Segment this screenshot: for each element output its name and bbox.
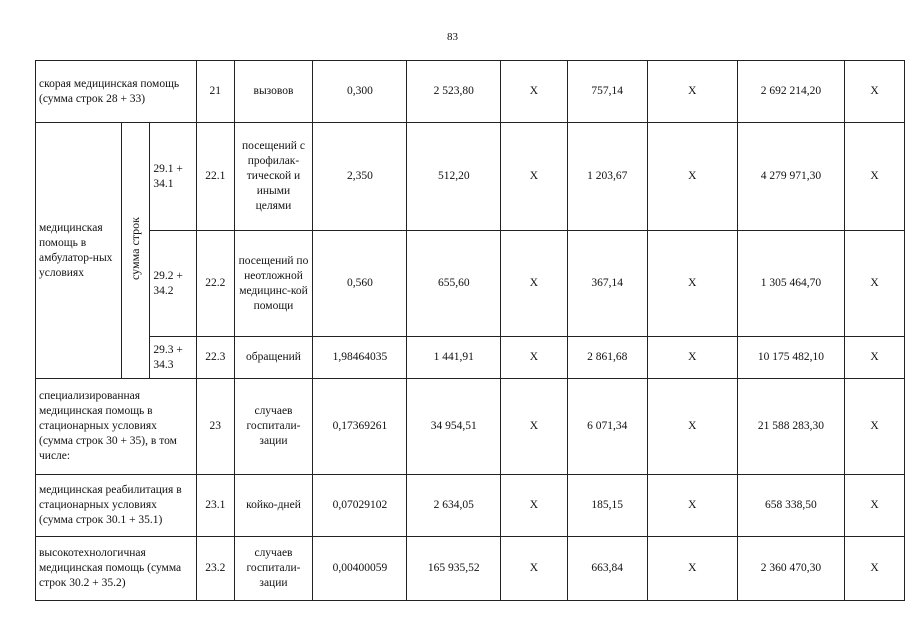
cell-value: X (845, 61, 905, 123)
row-name: специализированная медицинская помощь в стационарных условиях (сумма строк 30 + 35), в том числе: (36, 379, 197, 475)
cell-value: 0,07029102 (313, 475, 407, 537)
cell-value: X (501, 231, 568, 337)
cell-value: X (647, 337, 737, 379)
cell-value: 2 360 470,30 (737, 537, 844, 601)
cell-value: 1 203,67 (567, 123, 647, 231)
cell-value: 1 305 464,70 (737, 231, 844, 337)
row-unit: случаев госпитали-зации (234, 379, 313, 475)
row-subcode: 29.3 + 34.3 (150, 337, 197, 379)
row-code: 22.1 (196, 123, 234, 231)
cell-value: 2 634,05 (407, 475, 501, 537)
cell-value: X (647, 231, 737, 337)
tariff-table (35, 60, 905, 601)
cell-value: 1 441,91 (407, 337, 501, 379)
cell-value: 0,00400059 (313, 537, 407, 601)
cell-value: 4 279 971,30 (737, 123, 844, 231)
row-unit: вызовов (234, 61, 313, 123)
row-unit: посещений по неотложной медицинс-кой помощи (234, 231, 313, 337)
row-code: 23.1 (196, 475, 234, 537)
cell-value: X (845, 337, 905, 379)
cell-value: 2,350 (313, 123, 407, 231)
cell-value: 658 338,50 (737, 475, 844, 537)
cell-value: X (501, 123, 568, 231)
table-row (36, 61, 905, 123)
cell-value: 512,20 (407, 123, 501, 231)
table-row (36, 123, 905, 231)
cell-value: X (845, 475, 905, 537)
cell-value: X (647, 475, 737, 537)
row-code: 23.2 (196, 537, 234, 601)
table-row (36, 475, 905, 537)
row-name: высокотехнологичная медицинская помощь (сумма строк 30.2 + 35.2) (36, 537, 197, 601)
rotated-label: сумма строк (128, 216, 143, 280)
cell-value: X (501, 475, 568, 537)
cell-value: X (647, 379, 737, 475)
cell-value: X (845, 231, 905, 337)
cell-value: X (501, 379, 568, 475)
row-name: медицинская реабилитация в стационарных условиях (сумма строк 30.1 + 35.1) (36, 475, 197, 537)
table-row (36, 231, 905, 337)
cell-value: X (845, 537, 905, 601)
row-unit: посещений с профилак-тической и иными целями (234, 123, 313, 231)
cell-value: 367,14 (567, 231, 647, 337)
rotated-label-cell (121, 123, 150, 379)
cell-value: 10 175 482,10 (737, 337, 844, 379)
row-unit: обращений (234, 337, 313, 379)
cell-value: 1,98464035 (313, 337, 407, 379)
row-code: 22.3 (196, 337, 234, 379)
page-number: 83 (447, 31, 458, 43)
cell-value: 185,15 (567, 475, 647, 537)
cell-value: 0,300 (313, 61, 407, 123)
cell-value: X (501, 337, 568, 379)
row-name: скорая медицинская помощь (сумма строк 28 + 33) (36, 61, 197, 123)
cell-value: 165 935,52 (407, 537, 501, 601)
cell-value: 2 523,80 (407, 61, 501, 123)
cell-value: 34 954,51 (407, 379, 501, 475)
cell-value: 663,84 (567, 537, 647, 601)
cell-value: 655,60 (407, 231, 501, 337)
row-subcode: 29.1 + 34.1 (150, 123, 197, 231)
cell-value: X (845, 379, 905, 475)
table-row (36, 337, 905, 379)
cell-value: X (501, 61, 568, 123)
cell-value: 6 071,34 (567, 379, 647, 475)
row-code: 23 (196, 379, 234, 475)
cell-value: X (647, 61, 737, 123)
cell-value: 0,560 (313, 231, 407, 337)
row-subcode: 29.2 + 34.2 (150, 231, 197, 337)
table-row (36, 379, 905, 475)
cell-value: 2 861,68 (567, 337, 647, 379)
row-name: медицинская помощь в амбулатор-ных условиях (36, 123, 122, 379)
cell-value: 757,14 (567, 61, 647, 123)
row-code: 21 (196, 61, 234, 123)
table-row (36, 537, 905, 601)
cell-value: X (647, 123, 737, 231)
cell-value: 21 588 283,30 (737, 379, 844, 475)
row-unit: койко-дней (234, 475, 313, 537)
cell-value: 0,17369261 (313, 379, 407, 475)
cell-value: X (647, 537, 737, 601)
cell-value: X (501, 537, 568, 601)
cell-value: 2 692 214,20 (737, 61, 844, 123)
row-unit: случаев госпитали-зации (234, 537, 313, 601)
cell-value: X (845, 123, 905, 231)
row-code: 22.2 (196, 231, 234, 337)
